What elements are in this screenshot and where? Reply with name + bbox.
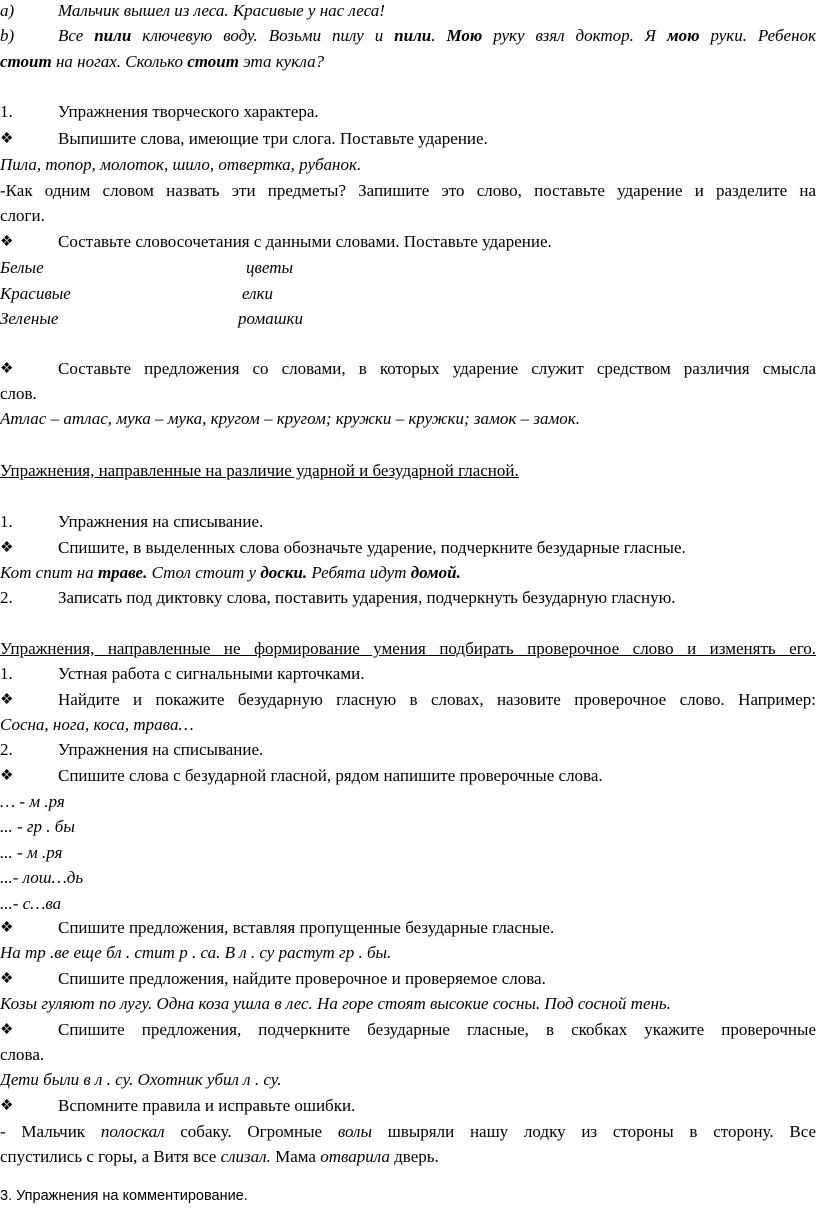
- pair-left: Зеленые: [0, 309, 59, 328]
- heading-test-word: Упражнения, направленные не формирование умения подбирать проверочное слово и изменять его.: [0, 639, 816, 658]
- bold-word: доски.: [260, 563, 308, 582]
- gap-word: ...- с…ва: [0, 894, 62, 913]
- examples-list: Сосна, нога, коса, трава…: [0, 715, 194, 734]
- text-run: эта кукла?: [238, 52, 325, 71]
- text-run: .: [431, 26, 447, 45]
- text-run: Все: [58, 26, 95, 45]
- text-run: руку взял доктор. Я: [482, 26, 667, 45]
- diamond-bullet-icon: ❖: [0, 1098, 14, 1114]
- diamond-bullet-icon: ❖: [0, 540, 14, 556]
- bold-word: стоит: [0, 52, 52, 71]
- text-run: - Мальчик: [0, 1122, 101, 1141]
- bullet-text: Спишите, в выделенных слова обозначьте ударение, подчеркните безударные гласные.: [58, 538, 686, 557]
- tools-list: Пила, топор, молоток, шило, отвертка, рубанок.: [0, 155, 362, 174]
- gap-word: ...- лош…дь: [0, 868, 84, 887]
- pair-right: ромашки: [238, 309, 303, 328]
- section-number: 2.: [0, 588, 13, 607]
- text-run: на ногах. Сколько: [51, 52, 188, 71]
- bold-word: траве.: [97, 563, 148, 582]
- bold-word: мою: [666, 26, 700, 45]
- text-run: Ребята идут: [307, 563, 411, 582]
- pair-right: елки: [242, 284, 273, 303]
- errors-line-end: [0, 1146, 439, 1168]
- section-title: Упражнения творческого характера.: [58, 102, 319, 121]
- bullet-text: Спишите предложения, найдите проверочное и проверяемое слова.: [58, 969, 546, 988]
- bullet-text-end: слов.: [0, 384, 37, 403]
- bullet-text: Спишите предложения, подчеркните безударные гласные, в скобках укажите проверочные: [58, 1020, 816, 1039]
- text-run: спустились с горы, а Витя все: [0, 1147, 221, 1166]
- section-title: Упражнения на списывание.: [58, 512, 264, 531]
- text-run: Стол стоит у: [147, 563, 261, 582]
- bullet-text: Составьте словосочетания с данными словами. Поставьте ударение.: [58, 232, 552, 251]
- question-line-end: слоги.: [0, 206, 45, 225]
- section-title: Записать под диктовку слова, поставить ударения, подчеркнуть безударную гласную.: [58, 588, 676, 607]
- text-run: собаку. Огромные: [164, 1122, 338, 1141]
- section-number: 1.: [0, 512, 13, 531]
- diamond-bullet-icon: ❖: [0, 131, 14, 147]
- text-run: швыряли нашу лодку из стороны в сторону. Все: [372, 1122, 816, 1141]
- bullet-text: Вспомните правила и исправьте ошибки.: [58, 1096, 356, 1115]
- pair-row: [0, 283, 273, 305]
- text-run: Кот спит на: [0, 563, 98, 582]
- line-b-marker: b): [0, 26, 15, 45]
- diamond-bullet-icon: ❖: [0, 768, 14, 784]
- text-run: ключевую воду. Возьми пилу и: [131, 26, 395, 45]
- italic-word: отварила: [320, 1147, 390, 1166]
- example-sentence: [0, 562, 461, 584]
- diamond-bullet-icon: ❖: [0, 692, 14, 708]
- section-title: Устная работа с сигнальными карточками.: [58, 664, 365, 683]
- gap-word: ... - м .ря: [0, 843, 63, 862]
- section-number: 1.: [0, 664, 13, 683]
- bullet-text: Спишите слова с безударной гласной, рядом напишите проверочные слова.: [58, 766, 603, 785]
- bullet-text-end: слова.: [0, 1045, 45, 1064]
- gap-sentence: Дети были в л . су. Охотник убил л . су.: [0, 1070, 282, 1089]
- gap-sentence: На тр .ве еще бл . стит р . са. В л . су растут гр . бы.: [0, 943, 392, 962]
- bold-word: пили: [394, 26, 432, 45]
- bullet-text: Выпишите слова, имеющие три слога. Поставьте ударение.: [58, 129, 488, 148]
- question-line: -Как одним словом назвать эти предметы? Запишите это слово, поставьте ударение и разделите на: [0, 181, 816, 200]
- homographs-list: Атлас – атлас, мука – мука, кругом – кругом; кружки – кружки; замок – замок.: [0, 409, 581, 428]
- pair-left: Красивые: [0, 284, 71, 303]
- bold-word: пили: [94, 26, 132, 45]
- pair-left: Белые: [0, 258, 44, 277]
- diamond-bullet-icon: ❖: [0, 361, 14, 377]
- italic-word: слизал.: [220, 1147, 271, 1166]
- bold-word: Мою: [446, 26, 483, 45]
- diamond-bullet-icon: ❖: [0, 971, 14, 987]
- pair-row: [0, 308, 303, 330]
- line-a-marker: a): [0, 1, 15, 20]
- line-b-text: [58, 25, 816, 47]
- pair-row: [0, 257, 293, 279]
- italic-word: полоскал: [100, 1122, 165, 1141]
- section-number: 1.: [0, 102, 13, 121]
- gap-word: … - м .ря: [0, 792, 65, 811]
- section-number: 2.: [0, 740, 13, 759]
- bullet-text: Составьте предложения со словами, в которых ударение служит средством различия смысла: [58, 359, 816, 378]
- bullet-text: Найдите и покажите безударную гласную в словах, назовите проверочное слово. Например:: [58, 690, 816, 709]
- line-a-text: Мальчик вышел из леса. Красивые у нас леса!: [58, 1, 385, 20]
- line-b-continued: [0, 51, 324, 73]
- diamond-bullet-icon: ❖: [0, 1022, 14, 1038]
- text-run: дверь.: [389, 1147, 439, 1166]
- bold-word: стоит: [187, 52, 239, 71]
- errors-line: [0, 1121, 816, 1143]
- diamond-bullet-icon: ❖: [0, 234, 14, 250]
- gap-word: ... - гр . бы: [0, 817, 75, 836]
- pair-right: цветы: [246, 258, 293, 277]
- text-run: руки. Ребенок: [699, 26, 816, 45]
- text-run: Мама: [270, 1147, 321, 1166]
- heading-stressed-unstressed: Упражнения, направленные на различие ударной и безударной гласной.: [0, 461, 519, 480]
- italic-word: волы: [337, 1122, 372, 1141]
- section-title: Упражнения на списывание.: [58, 740, 264, 759]
- goats-sentences: Козы гуляют по лугу. Одна коза ушла в лес. На горе стоят высокие сосны. Под сосной тень.: [0, 994, 671, 1013]
- bold-word: домой.: [410, 563, 461, 582]
- diamond-bullet-icon: ❖: [0, 920, 14, 936]
- bullet-text: Спишите предложения, вставляя пропущенные безударные гласные.: [58, 918, 555, 937]
- section-commenting: 3. Упражнения на комментирование.: [0, 1188, 248, 1204]
